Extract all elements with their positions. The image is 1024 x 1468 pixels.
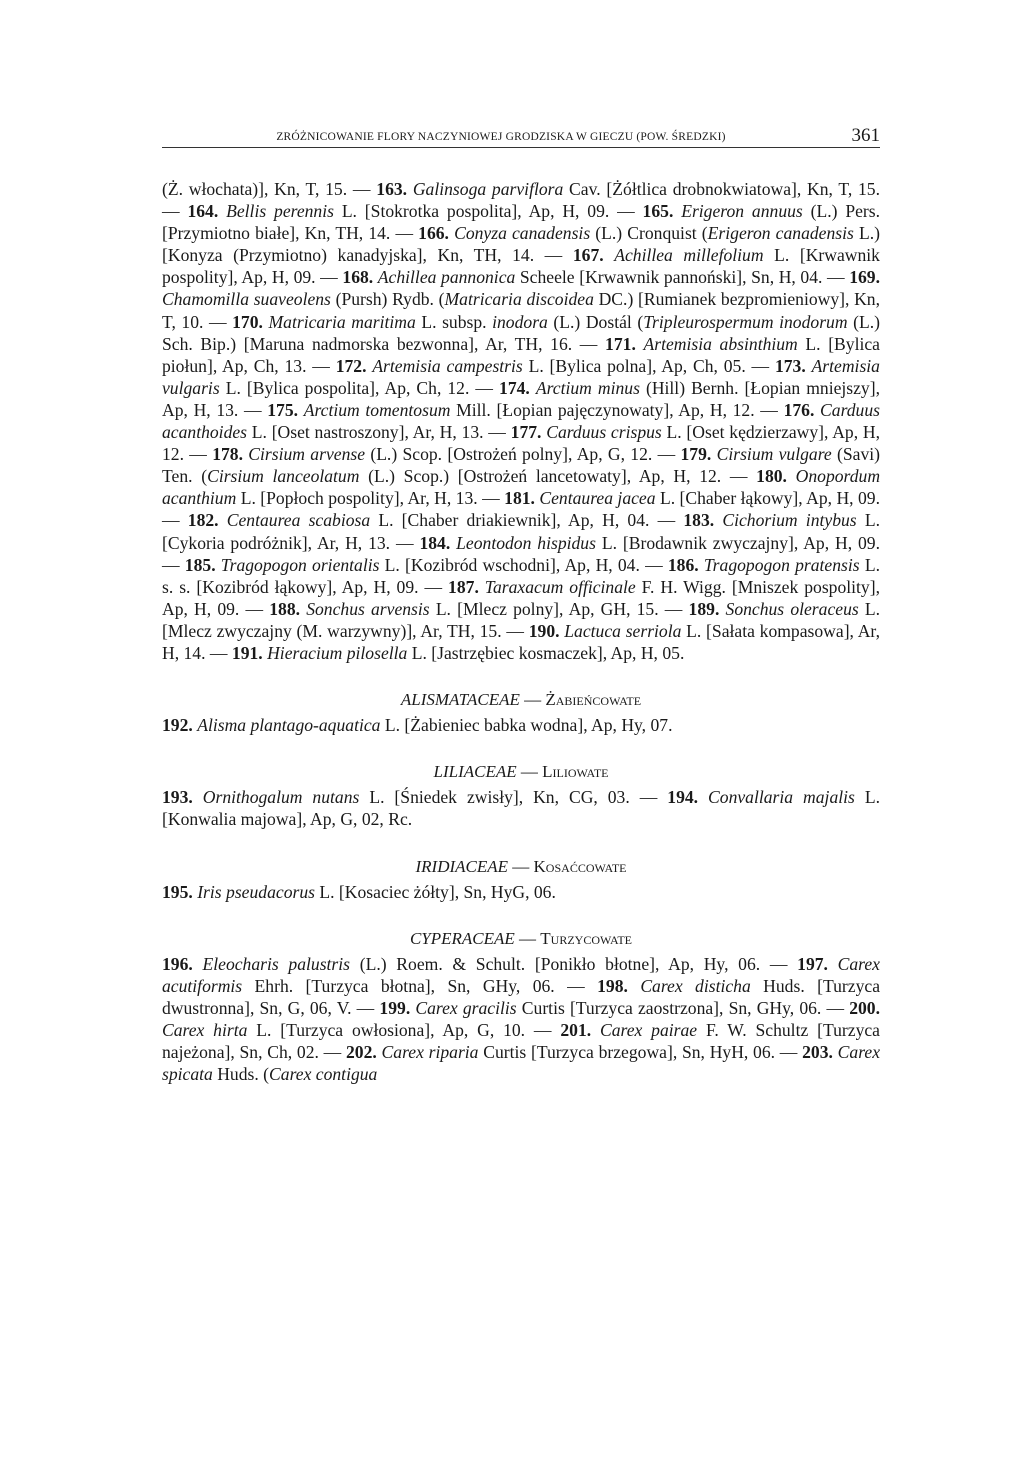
entry-text: Scheele [Krwawnik pannoński], Sn, H, 04. — (515, 267, 850, 288)
species-number: 202. (345, 1042, 377, 1063)
family-latin-name: LILIACEAE (433, 762, 517, 782)
entry-text: L. [Sałata kompasowa], Ar, H, 14. — (162, 620, 880, 663)
family-heading-iridaceae (162, 856, 880, 878)
entry-text: L. [Oset nastroszony], Ar, H, 13. — (247, 422, 511, 443)
species-list-cyperaceae (162, 953, 880, 1086)
family-dash: — (508, 856, 534, 876)
species-list-liliaceae (162, 786, 880, 830)
entry-text: L. [Śniedek zwisły], Kn, CG, 03. — (359, 787, 668, 808)
species-number: 200. (849, 998, 880, 1018)
entry-text (193, 787, 203, 807)
species-number: 176. (783, 399, 815, 420)
taxon-name: Sonchus arvensis (306, 598, 430, 619)
species-number: 196. (162, 953, 193, 974)
entry-text: L. [Krwawnik pospolity], Ap, H, 09. — (162, 245, 880, 288)
species-number: 187. (448, 576, 479, 597)
species-number: 163. (376, 179, 408, 199)
taxon-name: Chamomilla suaveolens (162, 289, 331, 310)
family-latin-name: CYPERACEAE (409, 928, 515, 948)
taxon-name: Tragopogon pratensis (703, 554, 860, 575)
species-number: 192. (162, 715, 193, 736)
taxon-name: Carex acutiformis (162, 953, 880, 996)
entry-text: L. [Turzyca owłosiona], Ap, G, 10. — (247, 1020, 561, 1041)
entry-text: (L.) Roem. & Schult. [Ponikło błotne], Ap, Hy, 06. — (350, 953, 798, 974)
entry-text: Cav. [Żółtlica drobnokwiatowa], Kn, T, 15. — (162, 179, 880, 222)
taxon-name: Achillea pannonica (377, 267, 516, 288)
entry-text (698, 787, 708, 807)
taxon-name: Hieracium pilosella (267, 642, 408, 663)
taxon-name: Artemisia campestris (372, 355, 523, 376)
taxon-name: Tripleurospermum inodorum (643, 311, 848, 332)
taxon-name: Centaurea scabiosa (226, 510, 371, 531)
taxon-name: inodora (492, 311, 548, 332)
family-dash: — (519, 690, 546, 710)
taxon-name: Cichorium intybus (722, 510, 857, 531)
family-polish-name: Turzycowate (540, 928, 633, 948)
species-list-iridaceae (162, 881, 880, 903)
entry-text: L. subsp. (415, 311, 493, 332)
entry-text: L. [Chaber driakiewnik], Ap, H, 04. — (370, 510, 684, 531)
species-number: 178. (212, 444, 243, 465)
entry-text (628, 976, 640, 996)
entry-text: Ehrh. [Turzyca błotna], Sn, GHy, 06. — (242, 975, 598, 996)
family-heading-cyperaceae (162, 928, 880, 950)
species-number: 170. (232, 311, 263, 332)
species-number: 194. (667, 787, 699, 808)
entry-text: L. [Cykoria podróżnik], Ar, H, 13. — (162, 510, 880, 553)
entry-text: L. [Bylica piołun], Ap, Ch, 13. — (162, 333, 880, 376)
taxon-name: Cirsium vulgare (716, 444, 832, 465)
species-number: 181. (504, 488, 535, 509)
taxon-name: Carex disticha (640, 975, 751, 996)
species-number: 193. (162, 787, 193, 808)
taxon-name: Carduus crispus (546, 422, 662, 443)
entry-text (604, 245, 615, 265)
entry-text: L. [Stokrotka pospolita], Ap, H, 09. — (333, 201, 643, 222)
family-polish-name: Liliowate (542, 762, 609, 782)
taxon-name: Carex pairae (600, 1020, 698, 1041)
species-number: 177. (510, 422, 542, 443)
page-body (162, 178, 880, 1085)
species-number: 171. (605, 333, 636, 354)
taxon-name: Matricaria maritima (268, 311, 416, 332)
species-list-alismataceae (162, 714, 880, 736)
entry-text: (L.) Sch. Bip.) [Maruna nadmorska bezwonna], Ar, TH, 16. — (162, 311, 880, 354)
species-number: 169. (849, 267, 880, 288)
taxon-name: Arctium minus (535, 377, 640, 398)
taxon-name: Erigeron canadensis (707, 223, 854, 244)
entry-text: F. W. Schultz [Turzyca najeżona], Sn, Ch, 02. — (162, 1020, 880, 1063)
entry-text: L. [Mlecz polny], Ap, GH, 15. — (429, 598, 689, 619)
entry-text (193, 954, 203, 974)
species-number: 173. (774, 355, 806, 376)
species-list-asteraceae (162, 178, 880, 664)
family-dash: — (516, 762, 543, 782)
taxon-name: Bellis perennis (226, 201, 334, 222)
entry-text: L. [Chaber łąkowy], Ap, H, 09. — (162, 488, 881, 531)
taxon-name: Convallaria majalis (708, 787, 855, 808)
species-number: 188. (269, 598, 301, 619)
species-number: 185. (184, 554, 216, 575)
species-number: 164. (187, 201, 219, 222)
taxon-name: Arctium tomentosum (303, 399, 451, 420)
taxon-name: Tragopogon orientalis (220, 554, 380, 575)
taxon-name: Artemisia vulgaris (162, 355, 880, 398)
species-number: 165. (642, 201, 674, 222)
species-number: 199. (379, 998, 411, 1018)
species-number: 166. (418, 223, 449, 244)
family-latin-name: ALISMATACEAE (400, 690, 520, 710)
entry-text: (L.) Cronquist ( (590, 223, 708, 244)
entry-text: (L.) Pers. [Przymiotno białe], Kn, TH, 14. — (162, 201, 881, 244)
species-number: 195. (162, 881, 193, 902)
family-latin-name: IRIDIACEAE (415, 856, 509, 876)
entry-text: Mill. [Łopian pajęczynowaty], Ap, H, 12. — (450, 399, 784, 420)
species-number: 180. (756, 466, 787, 487)
entry-text: L. [Kozibród wschodni], Ap, H, 04. — (379, 554, 668, 575)
entry-text: F. H. Wigg. [Mniszek pospolity], Ap, H, 09. — (162, 576, 880, 619)
entry-text: Huds. ( (212, 1064, 270, 1085)
entry-text: (Pursh) Rydb. ( (330, 289, 445, 310)
entry-text: (Hill) Bernh. [Łopian mniejszy], Ap, H, 13. — (162, 377, 880, 420)
running-title: ZRÓŻNICOWANIE FLORY NACZYNIOWEJ GRODZISKA W GIECZU (POW. ŚREDZKI) (276, 131, 726, 143)
entry-text: (L.) Dostál ( (547, 311, 644, 332)
species-number: 197. (797, 953, 828, 974)
taxon-name: Centaurea jacea (539, 488, 656, 509)
species-number: 174. (499, 377, 530, 398)
entry-text: L. [Bylica pospolita], Ap, Ch, 12. — (219, 377, 500, 398)
page-number: 361 (851, 125, 880, 146)
species-number: 182. (187, 510, 219, 531)
entry-text (828, 954, 838, 974)
species-number: 183. (683, 510, 715, 531)
taxon-name: Carex spicata (162, 1042, 880, 1085)
taxon-name: Leontodon hispidus (456, 532, 596, 553)
taxon-name: Galinsoga parviflora (412, 179, 564, 199)
family-heading-liliaceae (162, 761, 880, 783)
taxon-name: Carduus acanthoides (162, 399, 880, 443)
taxon-name: Carex riparia (381, 1042, 479, 1063)
entry-text: L. [Popłoch pospolity], Ar, H, 13. — (236, 488, 505, 509)
species-number: 190. (528, 620, 560, 641)
taxon-name: Artemisia absinthium (643, 333, 798, 354)
entry-text: L. [Żabieniec babka wodna], Ap, Hy, 07. (380, 715, 673, 736)
entry-text: L. [Bylica polna], Ap, Ch, 05. — (522, 355, 775, 376)
taxon-name: Carex gracilis (415, 998, 517, 1018)
entry-text: L. [Jastrzębiec kosmaczek], Ap, H, 05. (407, 642, 685, 663)
taxon-name: Ornithogalum nutans (202, 787, 360, 808)
taxon-name: Achillea millefolium (614, 245, 764, 266)
entry-text: (Savi) Ten. ( (162, 444, 881, 487)
family-dash: — (514, 928, 541, 948)
entry-text: DC.) [Rumianek bezpromieniowy], Kn, T, 10. — (162, 289, 880, 332)
species-number: 191. (231, 642, 263, 663)
entry-text: L. [Oset kędzierzawy], Ap, H, 12. — (162, 422, 880, 465)
entry-text: L. [Kosaciec żółty], Sn, HyG, 06. (314, 881, 556, 902)
entry-text (591, 1020, 600, 1040)
species-number: 203. (802, 1042, 833, 1063)
species-number: 172. (335, 355, 367, 376)
entry-text: Huds. [Turzyca dwustronna], Sn, G, 06, V. — (162, 975, 880, 1018)
species-number: 184. (419, 532, 451, 553)
species-number: 167. (572, 245, 604, 266)
species-number: 179. (680, 444, 712, 465)
entry-text (636, 334, 644, 354)
taxon-name: Matricaria discoidea (444, 289, 594, 310)
taxon-name: Erigeron annuus (681, 201, 803, 222)
taxon-name: Lactuca serriola (564, 620, 682, 641)
entry-text (219, 510, 227, 530)
species-number: 189. (688, 598, 720, 619)
taxon-name: Sonchus oleraceus (725, 598, 859, 619)
taxon-name: Cirsium lanceolatum (207, 466, 360, 487)
entry-text: (L.) Scop.) [Ostrożeń lancetowaty], Ap, H, 12. — (359, 466, 757, 487)
species-number: 201. (560, 1020, 592, 1041)
entry-text: Curtis [Turzyca zaostrzona], Sn, GHy, 06. — (516, 998, 850, 1018)
taxon-name: Alisma plantago-aquatica (197, 715, 381, 736)
entry-text: L. s. s. [Kozibród łąkowy], Ap, H, 09. — (162, 554, 880, 597)
family-heading-alismataceae (162, 689, 880, 711)
taxon-name: Cirsium arvense (248, 444, 366, 465)
taxon-name: Carex contigua (269, 1064, 378, 1085)
family-polish-name: Kosaćcowate (533, 856, 627, 876)
species-number: 175. (267, 399, 299, 420)
entry-text: L. [Brodawnik zwyczajny], Ap, H, 09. — (162, 532, 880, 575)
running-header (162, 125, 880, 148)
taxon-name: Eleocharis palustris (202, 953, 351, 974)
entry-text: L.) [Konyza (Przymiotno) kanadyjska], Kn, TH, 14. — (162, 223, 880, 266)
taxon-name: Onopordum acanthium (162, 466, 881, 509)
entry-text: (L.) Scop. [Ostrożeń polny], Ap, G, 12. — (365, 444, 681, 465)
taxon-name: Carex hirta (162, 1020, 248, 1041)
entry-text (787, 466, 796, 486)
species-number: 186. (667, 554, 699, 575)
entry-text (218, 201, 226, 221)
taxon-name: Conyza canadensis (454, 223, 591, 244)
entry-text: L. [Konwalia majowa], Ap, G, 02, Rc. (162, 787, 880, 830)
taxon-name: Taraxacum officinale (484, 576, 636, 597)
taxon-name: Iris pseudacorus (197, 881, 315, 902)
species-number: 198. (597, 975, 628, 996)
entry-text: Curtis [Turzyca brzegowa], Sn, HyH, 06. — (478, 1042, 803, 1063)
family-polish-name: Żabieńcowate (545, 690, 642, 710)
entry-text: L. [Mlecz zwyczajny (M. warzywny)], Ar, TH, 15. — (162, 598, 881, 641)
species-number: 168. (342, 267, 374, 288)
entry-text: (Ż. włochata)], Kn, T, 15. — (162, 179, 377, 199)
